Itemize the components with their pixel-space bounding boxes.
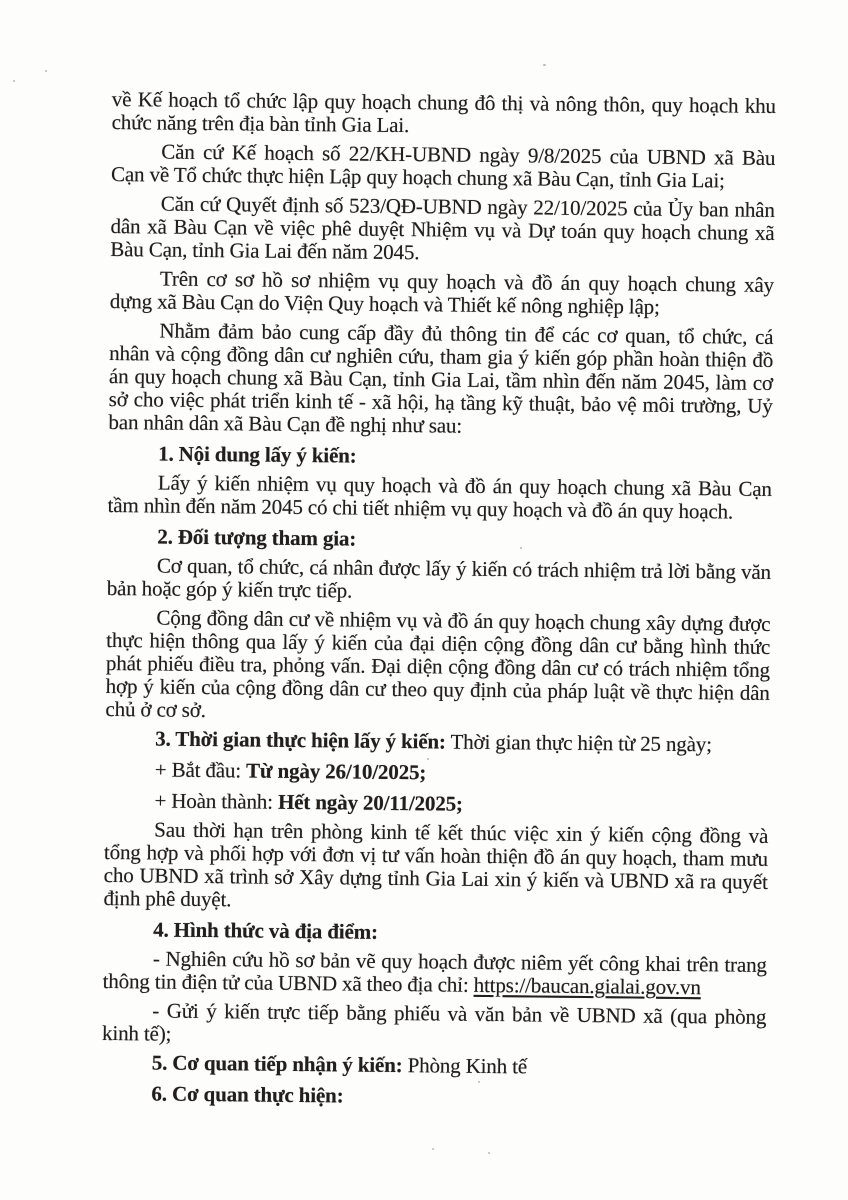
text-run: về Kế hoạch tổ chức lập quy hoạch chung đô thị và nông thôn, quy hoạch khu chức năng trên địa bàn tỉnh Gia Lai. (111, 87, 776, 138)
scan-speck (432, 1148, 434, 1150)
heading-2-doi-tuong-tham-gia (107, 525, 771, 555)
heading-4-hinh-thuc-va-dia-diem (103, 918, 767, 948)
text-run: 5. Cơ quan tiếp nhận ý kiến: (151, 1050, 403, 1078)
text-run: Sau thời hạn trên phòng kinh tế kết thúc việc xin ý kiến cộng đồng và tổng hợp và phối hợp với đơn vị tư vấn hoàn thiện đồ án quy hoạch, tham mưu cho UBND xã trình sở Xây dựng tỉnh Gia Lai xin ý kiến và UBND xã ra quyết định phê duyệt. (103, 817, 769, 912)
scan-speck (427, 758, 429, 760)
scan-speck (13, 80, 15, 82)
text-run: + Hoàn thành: (154, 788, 279, 814)
para-bat-dau (105, 758, 769, 788)
para-tren-co-so (110, 267, 774, 320)
text-run: Căn cứ Kế hoạch số 22/KH-UBND ngày 9/8/2025 của UBND xã Bàu Cạn về Tổ chức thực hiện Lập quy hoạch chung xã Bàu Cạn, tỉnh Gia Lai; (110, 139, 776, 193)
para-continuation-from-previous-page (112, 88, 776, 141)
text-run: Trên cơ sơ hồ sơ nhiệm vụ quy hoạch và đồ án quy hoạch chung xây dựng xã Bàu Cạn do Viện Quy hoạch và Thiết kế nông nghiệp lập; (109, 266, 775, 319)
text-run: Thời gian thực hiện từ 25 ngày; (445, 729, 712, 757)
para-cong-dong-dan-cu (105, 606, 770, 728)
scan-speck (488, 1152, 490, 1154)
para-gui-y-kien (102, 999, 766, 1052)
para-nham-dam-bao (108, 319, 773, 441)
heading-5-co-quan-tiep-nhan (102, 1051, 766, 1081)
heading-6-co-quan-thuc-hien (101, 1082, 765, 1112)
text-run: Lấy ý kiến nhiệm vụ quy hoạch và đồ án quy hoạch chung xã Bàu Cạn tầm nhìn đến năm 2045 có chi tiết nhiệm vụ quy hoạch và đồ án quy hoạch. (107, 470, 772, 524)
scan-speck (543, 64, 546, 66)
scan-speck (520, 547, 522, 549)
text-run: Hết ngày 20/11/2025; (277, 789, 463, 816)
text-run: - Nghiên cứu hồ sơ bản vẽ quy hoạch được niêm yết công khai trên trang thông tin điện tử của UBND xã theo địa chỉ: (102, 946, 767, 997)
url-text: https://baucan.gialai.gov.vn (473, 972, 701, 1000)
text-run: Phòng Kinh tế (402, 1053, 528, 1079)
heading-1-noi-dung-lay-y-kien (108, 442, 772, 472)
text-run: 4. Hình thức và địa điểm: (153, 917, 379, 944)
text-run: 6. Cơ quan thực hiện: (151, 1081, 344, 1108)
para-can-cu-quyet-dinh (110, 192, 775, 268)
para-co-quan-to-chuc (107, 554, 771, 607)
text-run: 1. Nội dung lấy ý kiến: (158, 441, 357, 468)
para-sau-thoi-han (103, 818, 768, 917)
heading-3-thoi-gian-thuc-hien (105, 727, 769, 757)
text-run: + Bắt đầu: (154, 757, 247, 783)
text-run: 2. Đối tượng tham gia: (157, 524, 357, 551)
text-run: 3. Thời gian thực hiện lấy ý kiến: (155, 726, 446, 754)
para-nghien-cuu-ho-so (103, 947, 767, 1000)
scan-speck (478, 1081, 480, 1083)
para-can-cu-ke-hoach (111, 140, 775, 193)
text-run: Nhằm đảm bảo cung cấp đầy đủ thông tin để các cơ quan, tổ chức, cá nhân và cộng đồng dân cư nghiên cứu, tham gia ý kiến góp phần hoàn thiện đồ án quy hoạch chung xã Bàu Cạn, tỉnh Gia Lai, tầm nhìn đến năm 2045, làm cơ sở cho việc phát triển kinh tế - xã hội, hạ tầng kỹ thuật, bảo vệ môi trường, Uỷ ban nhân dân xã Bàu Cạn đề nghị như sau: (108, 318, 774, 438)
para-lay-y-kien (108, 471, 772, 524)
text-run: Cơ quan, tổ chức, cá nhân được lấy ý kiến có trách nhiệm trả lời bằng văn bản hoặc góp ý kiến trực tiếp. (106, 553, 772, 603)
text-run: Từ ngày 26/10/2025; (246, 758, 427, 785)
text-run: Cộng đồng dân cư về nhiệm vụ và đồ án quy hoạch chung xây dựng được thực hiện thông qua lấy ý kiến của đại diện cộng đồng dân cư bằng hình thức phát phiếu điều tra, phỏng vấn. Đại diện cộng đồng dân cư có trách nhiệm tổng hợp ý kiến của cộng đồng dân cư theo quy định của pháp luật về thực hiện dân chủ ở cơ sở. (105, 605, 771, 723)
scan-speck (45, 70, 47, 72)
text-run: Căn cứ Quyết định số 523/QĐ-UBND ngày 22/10/2025 của Ủy ban nhân dân xã Bàu Cạn về việc phê duyệt Nhiệm vụ và Dự toán quy hoạch chung xã Bàu Cạn, tỉnh Gia Lai đến năm 2045. (110, 191, 775, 265)
document-body (101, 88, 776, 1112)
text-run: - Gửi ý kiến trực tiếp bằng phiếu và văn bản về UBND xã (qua phòng kinh tế); (101, 998, 767, 1046)
para-hoan-thanh (104, 789, 768, 819)
